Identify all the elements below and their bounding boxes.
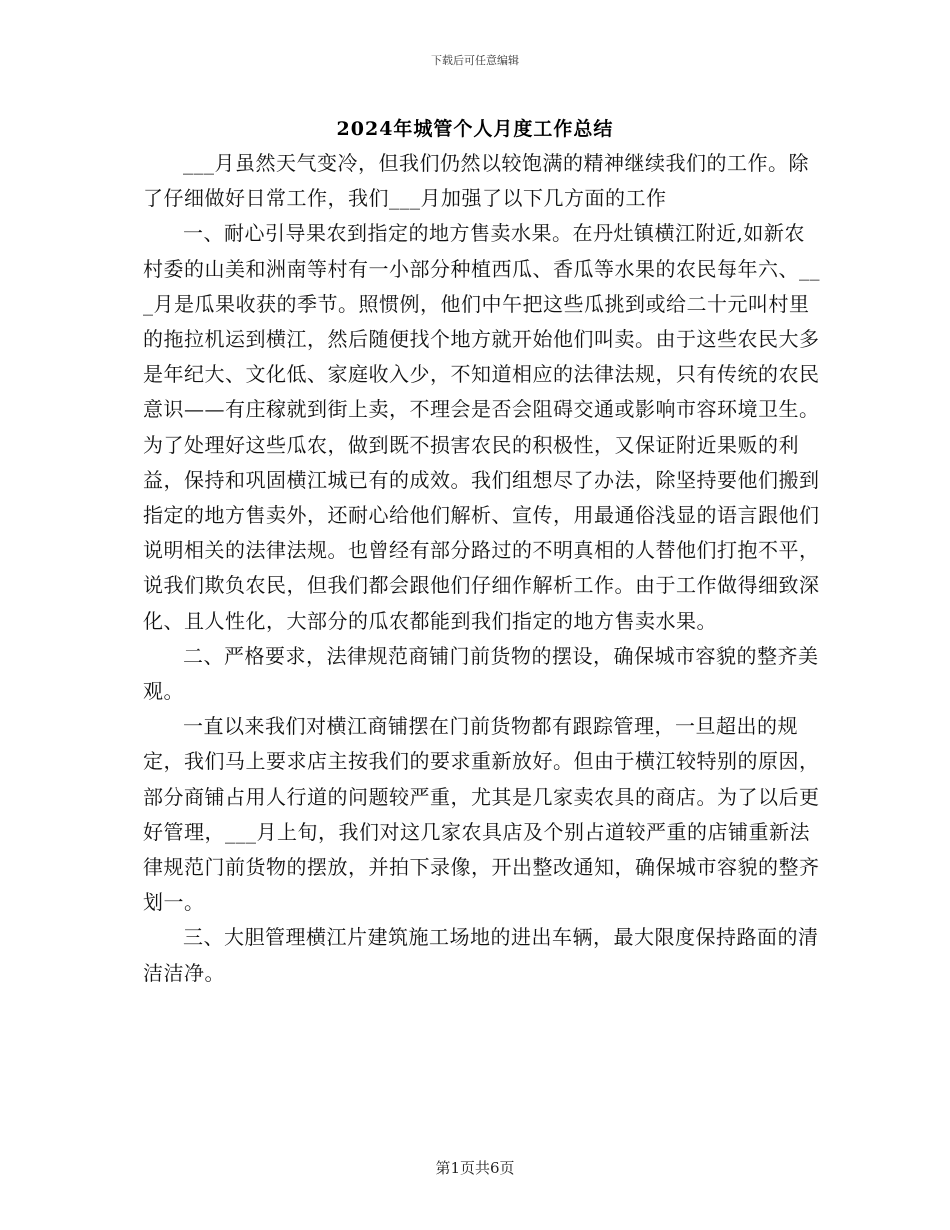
page-header-note: 下载后可任意编辑: [431, 54, 519, 67]
paragraph-intro: ___月虽然天气变冷，但我们仍然以较饱满的精神继续我们的工作。除了仔细做好日常工作，我们___月加强了以下几方面的工作: [143, 151, 809, 211]
paragraph-section-2-body: 一直以来我们对横江商铺摆在门前货物都有跟踪管理，一旦超出的规定，我们马上要求店主按我们的要求重新放好。但由于横江较特别的原因，部分商铺占用人行道的问题较严重，尤其是几家卖农具的商店。为了以后更好管理，___月上旬，我们对这几家农具店及个别占道较严重的店铺重新法律规范门前货物的摆放，并拍下录像，开出整改通知，确保城市容貌的整齐划一。: [143, 714, 820, 915]
paragraph-section-1: 一、耐心引导果农到指定的地方售卖水果。在丹灶镇横江附近,如新农村委的山美和洲南等村有一小部分种植西瓜、香瓜等水果的农民每年六、___月是瓜果收获的季节。照惯例，他们中午把这些瓜挑到或给二十元叫村里的拖拉机运到横江，然后随便找个地方就开始他们叫卖。由于这些农民大多是年纪大、文化低、家庭收入少，不知道相应的法律法规，只有传统的农民意识——有庄稼就到街上卖，不理会是否会阻碍交通或影响市容环境卫生。为了处理好这些瓜农，做到既不损害农民的积极性，又保证附近果贩的利益，保持和巩固横江城已有的成效。我们组想尽了办法，除坚持要他们搬到指定的地方售卖外，还耐心给他们解析、宣传，用最通俗浅显的语言跟他们说明相关的法律法规。也曾经有部分路过的不明真相的人替他们打抱不平，说我们欺负农民，但我们都会跟他们仔细作解析工作。由于工作做得细致深化、且人性化，大部分的瓜农都能到我们指定的地方售卖水果。: [143, 221, 820, 633]
page-number: 第1页共6页: [435, 1159, 515, 1177]
paragraph-section-3-heading: 三、大胆管理横江片建筑施工场地的进出车辆，最大限度保持路面的清洁洁净。: [143, 925, 819, 985]
paragraph-section-2-heading: 二、严格要求，法律规范商铺门前货物的摆设，确保城市容貌的整齐美观。: [143, 643, 819, 704]
document-title: 2024年城管个人月度工作总结: [336, 118, 614, 140]
document-body: [143, 146, 823, 991]
